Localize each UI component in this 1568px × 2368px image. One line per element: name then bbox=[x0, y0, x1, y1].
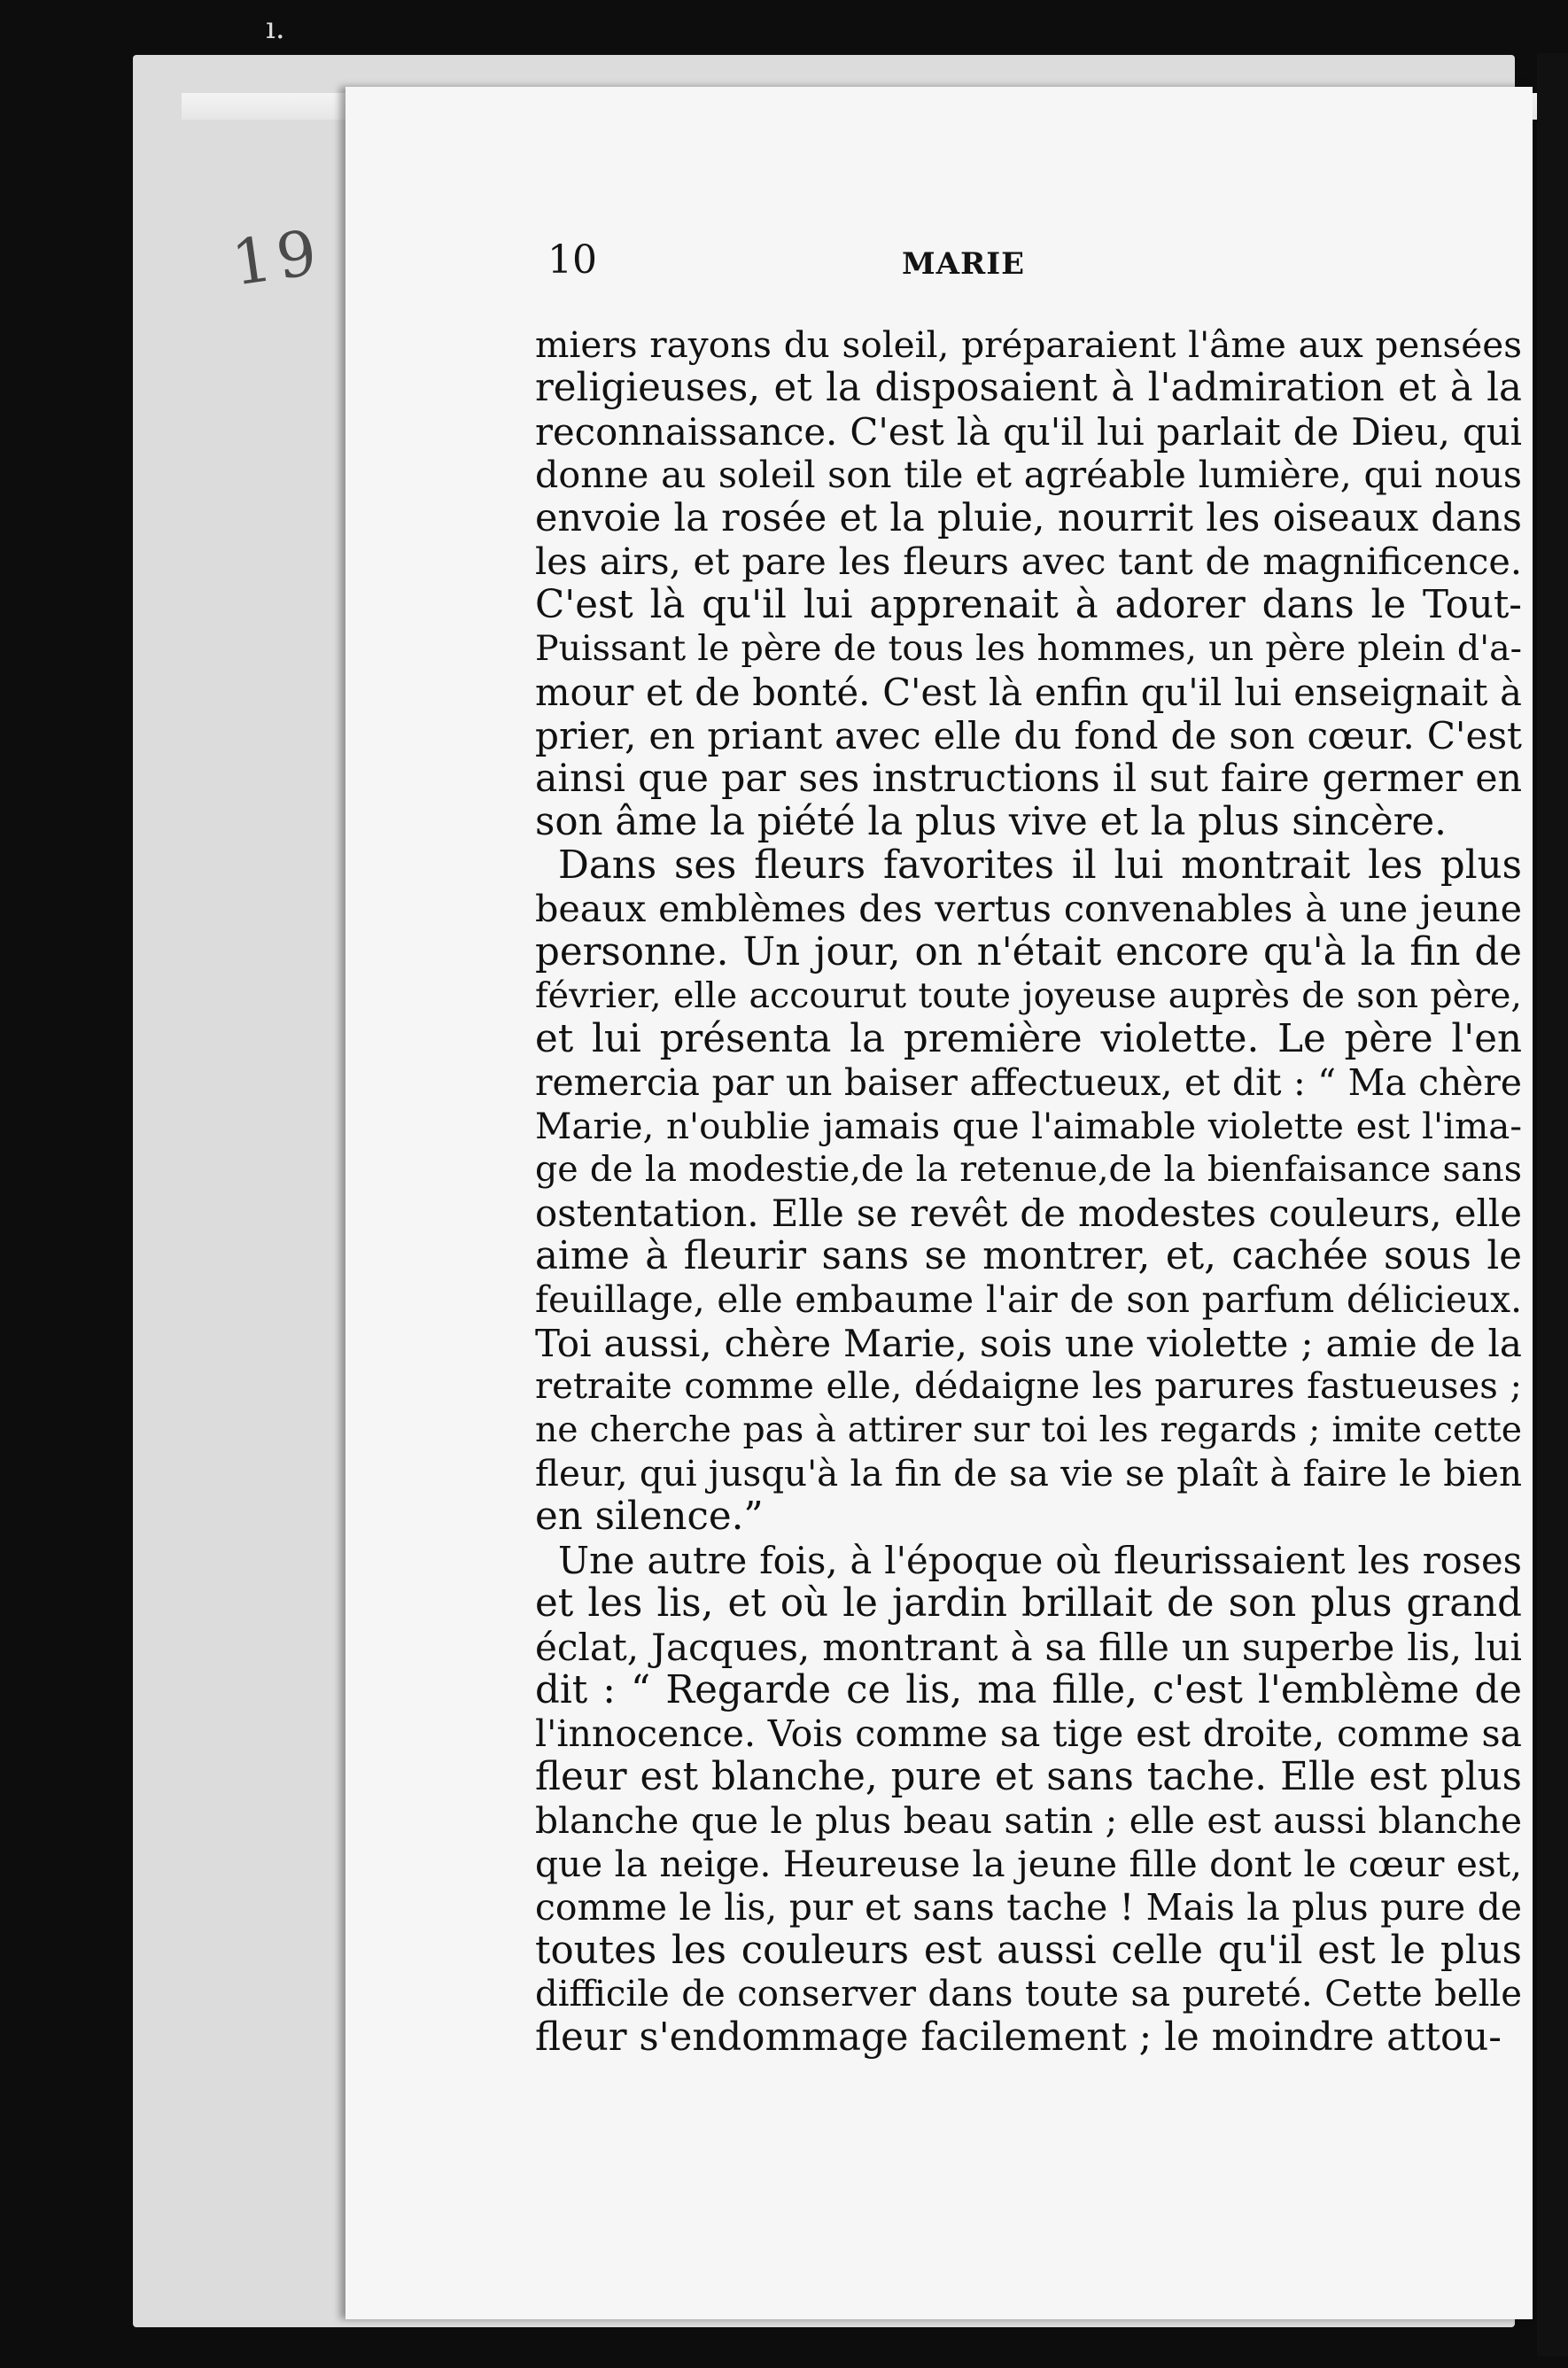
body-text bbox=[535, 323, 1522, 2060]
text-line: fleur, qui jusqu'à la fin de sa vie se plaît à faire le bien bbox=[535, 1452, 1522, 1495]
text-line: et lui présenta la première violette. Le père l'en bbox=[535, 1017, 1522, 1061]
text-line: toutes les couleurs est aussi celle qu'il est le plus bbox=[535, 1929, 1522, 1973]
text-line: éclat, Jacques, montrant à sa fille un superbe lis, lui bbox=[535, 1626, 1522, 1669]
page-number: 10 bbox=[547, 237, 597, 283]
text-line: mour et de bonté. C'est là enfin qu'il lui enseignait à bbox=[535, 671, 1522, 714]
page-header bbox=[547, 237, 1522, 291]
text-line: ge de la modestie,de la retenue,de la bienfaisance sans bbox=[535, 1149, 1522, 1190]
text-line: feuillage, elle embaume l'air de son parfum délicieux. bbox=[535, 1278, 1522, 1321]
text-line: Dans ses fleurs favorites il lui montrait les plus bbox=[558, 843, 1522, 888]
text-line: Toi aussi, chère Marie, sois une violette ; amie de la bbox=[535, 1322, 1522, 1365]
text-line: beaux emblèmes des vertus convenables à une jeune bbox=[535, 888, 1522, 930]
text-line: que la neige. Heureuse la jeune fille dont le cœur est, bbox=[535, 1843, 1522, 1885]
text-line: remercia par un baiser affectueux, et dit : “ Ma chère bbox=[535, 1061, 1522, 1104]
binding-shadow bbox=[1537, 53, 1568, 2356]
text-line: blanche que le plus beau satin ; elle est aussi blanche bbox=[535, 1799, 1522, 1842]
margin-handwritten-note: 19 bbox=[227, 215, 327, 300]
top-scan-mark: ı. bbox=[266, 11, 285, 46]
text-line: personne. Un jour, on n'était encore qu'à la fin de bbox=[535, 930, 1522, 974]
text-line: envoie la rosée et la pluie, nourrit les oiseaux dans bbox=[535, 496, 1522, 540]
text-line: son âme la piété la plus vive et la plus sincère. bbox=[535, 800, 1447, 844]
running-title: MARIE bbox=[902, 246, 1026, 282]
text-line: en silence.” bbox=[535, 1495, 764, 1539]
text-line: Marie, n'oublie jamais que l'aimable violette est l'ima- bbox=[535, 1106, 1522, 1147]
text-line: ostentation. Elle se revêt de modestes couleurs, elle bbox=[535, 1192, 1522, 1235]
text-line: Puissant le père de tous les hommes, un père plein d'a- bbox=[535, 628, 1522, 669]
text-line: ne cherche pas à attirer sur toi les regards ; imite cette bbox=[535, 1410, 1522, 1450]
text-line: fleur s'endommage facilement ; le moindre attou- bbox=[535, 2015, 1502, 2060]
text-line: fleur est blanche, pure et sans tache. Elle est plus bbox=[535, 1755, 1522, 1799]
text-line: religieuses, et la disposaient à l'admiration et à la bbox=[535, 366, 1522, 410]
text-line: l'innocence. Vois comme sa tige est droite, comme sa bbox=[535, 1712, 1522, 1755]
text-line: ainsi que par ses instructions il sut faire germer en bbox=[535, 757, 1522, 801]
text-line: comme le lis, pur et sans tache ! Mais la plus pure de bbox=[535, 1886, 1522, 1929]
text-line: prier, en priant avec elle du fond de son cœur. C'est bbox=[535, 714, 1522, 757]
text-line: reconnaissance. C'est là qu'il lui parlait de Dieu, qui bbox=[535, 410, 1522, 454]
text-line: miers rayons du soleil, préparaient l'âme aux pensées bbox=[535, 323, 1522, 366]
text-line: et les lis, et où le jardin brillait de son plus grand bbox=[535, 1581, 1522, 1626]
text-line: donne au soleil son tile et agréable lumière, qui nous bbox=[535, 454, 1522, 496]
text-line: C'est là qu'il lui apprenait à adorer dans le Tout- bbox=[535, 583, 1522, 627]
text-line: dit : “ Regarde ce lis, ma fille, c'est l'emblème de bbox=[535, 1668, 1522, 1712]
text-line: aime à fleurir sans se montrer, et, cachée sous le bbox=[535, 1234, 1522, 1278]
text-line: février, elle accourut toute joyeuse auprès de son père, bbox=[535, 975, 1522, 1016]
text-line: difficile de conserver dans toute sa pureté. Cette belle bbox=[535, 1974, 1522, 2015]
text-line: retraite comme elle, dédaigne les parures fastueuses ; bbox=[535, 1366, 1522, 1407]
text-line: les airs, et pare les fleurs avec tant de magnificence. bbox=[535, 540, 1522, 583]
text-line: Une autre fois, à l'époque où fleurissaient les roses bbox=[558, 1539, 1522, 1582]
